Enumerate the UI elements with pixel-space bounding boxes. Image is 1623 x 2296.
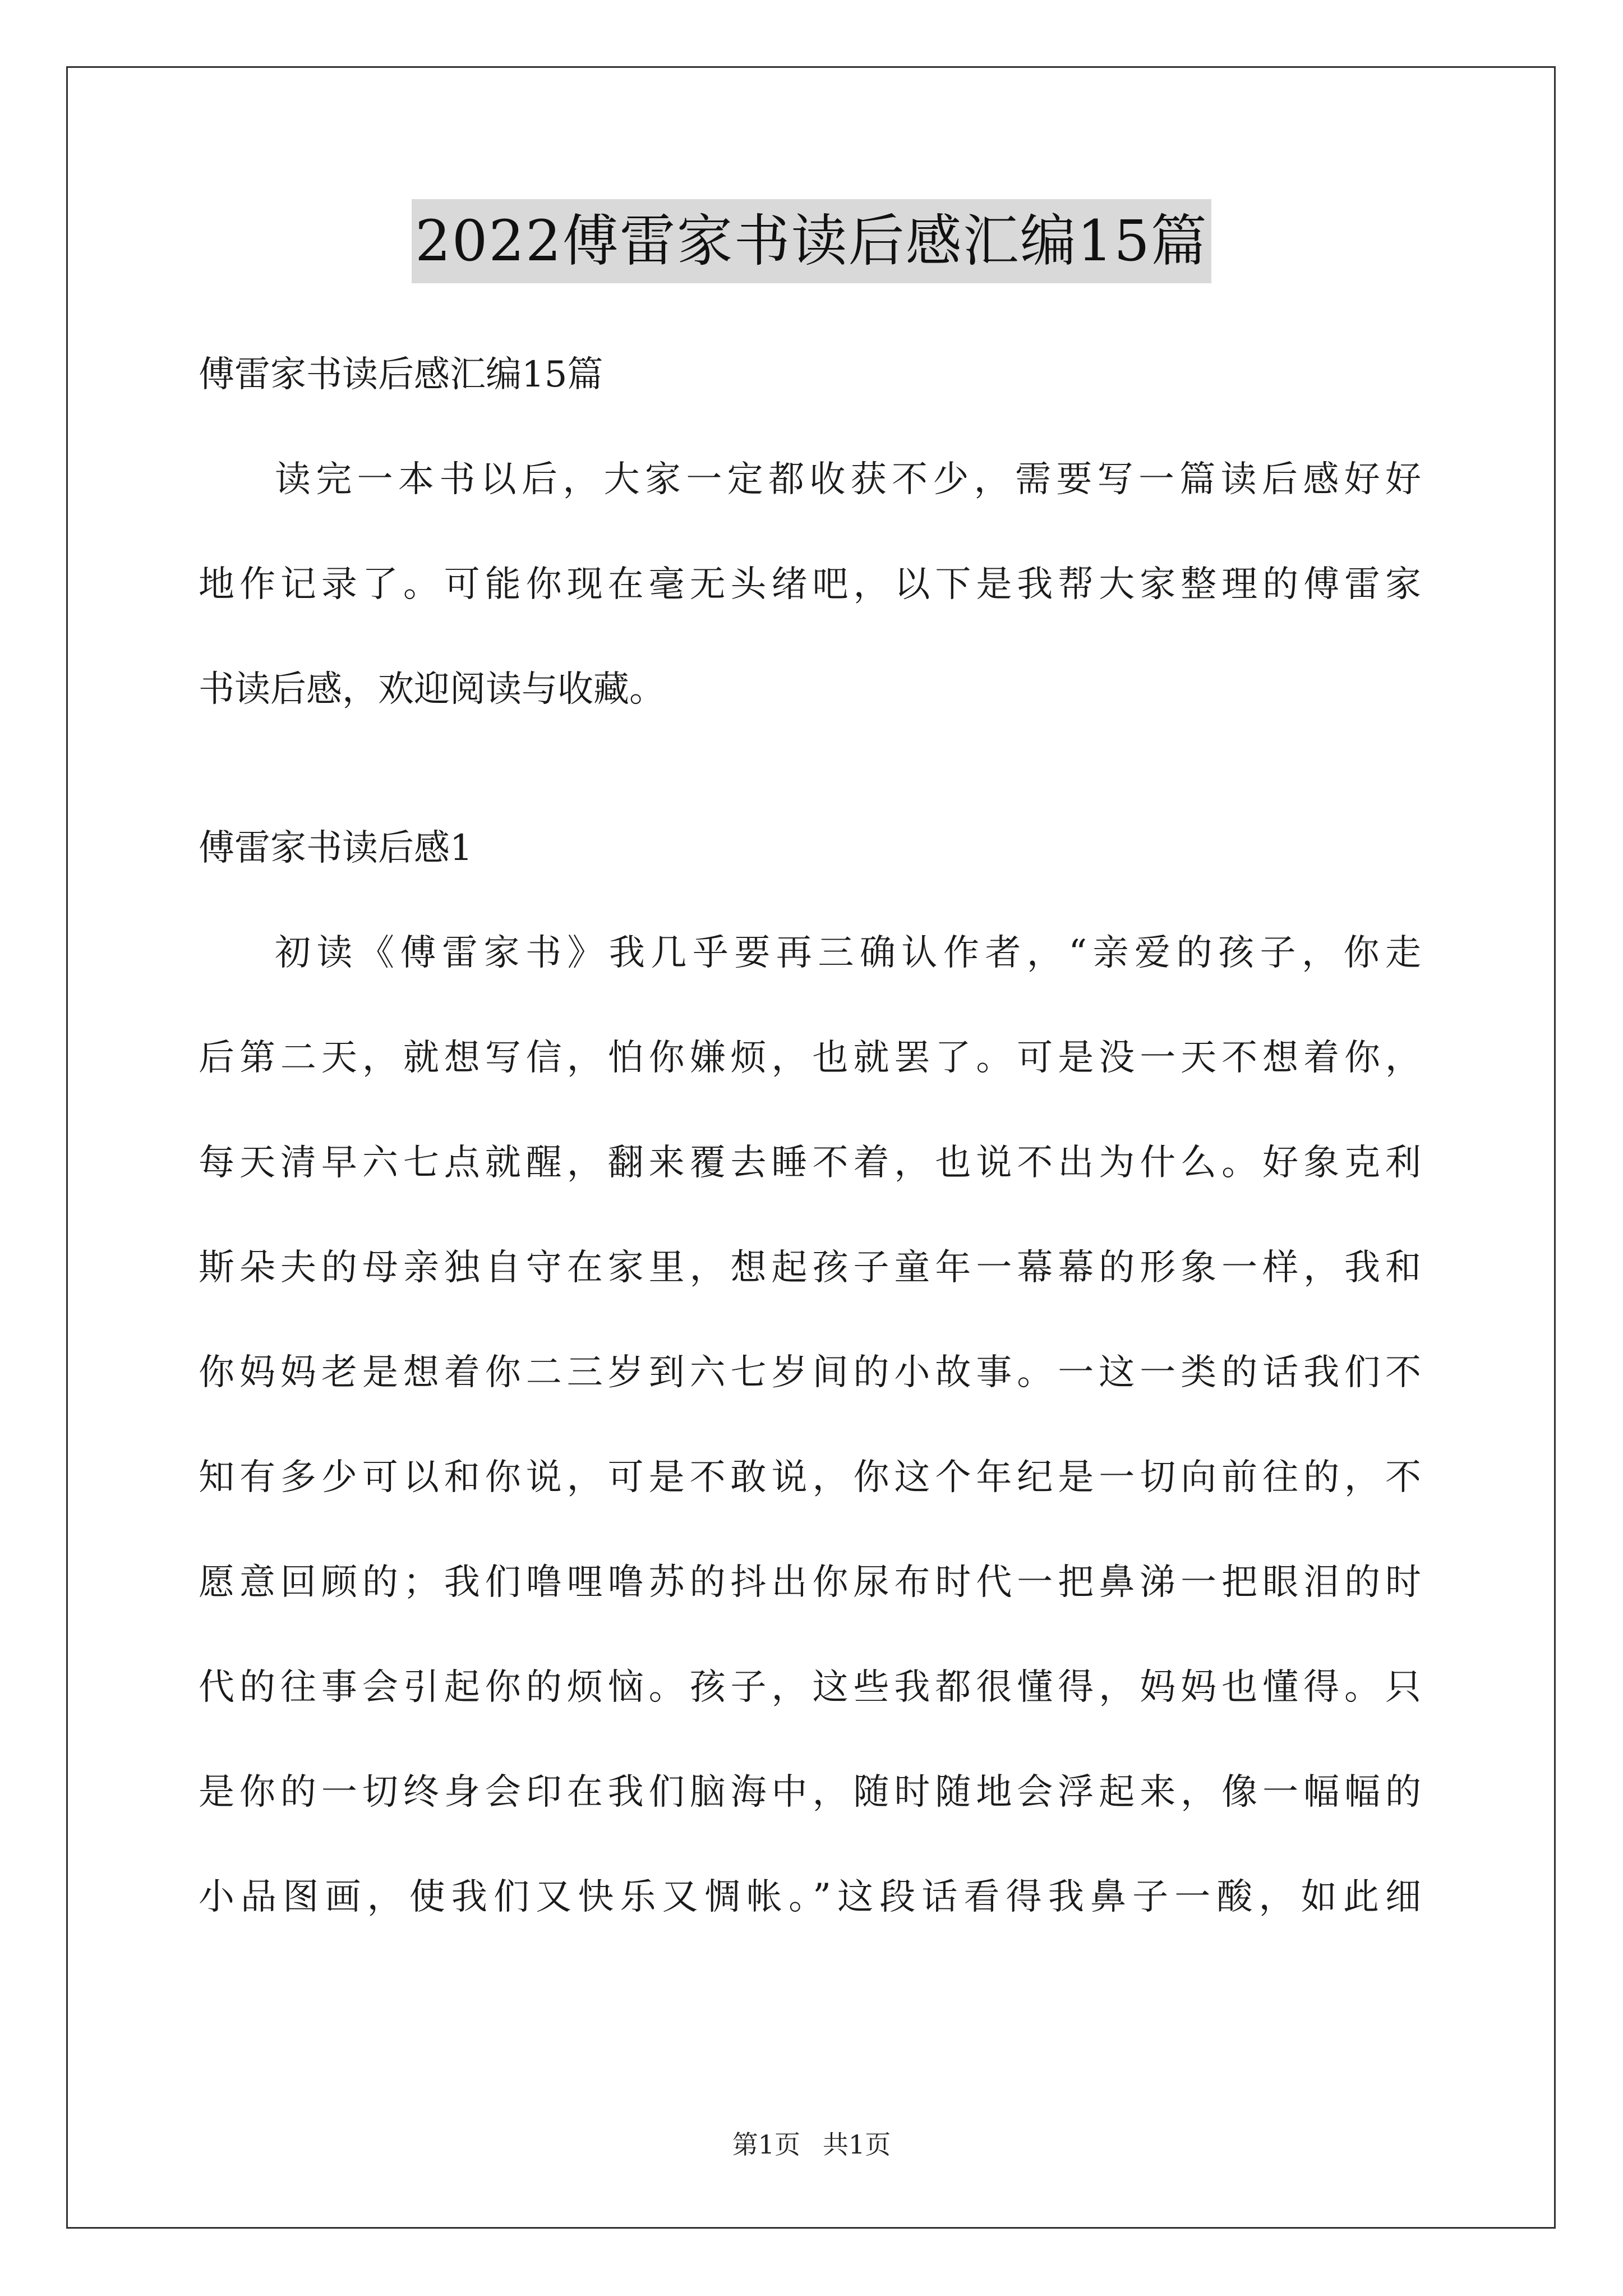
paragraph-line: 后第二天，就想写信，怕你嫌烦，也就罢了。可是没一天不想着你， xyxy=(199,1037,1421,1079)
section-heading: 傅雷家书读后感1 xyxy=(199,827,473,869)
paragraph-line: 每天清早六七点就醒，翻来覆去睡不着，也说不出为什么。好象克利 xyxy=(199,1142,1421,1184)
paragraph-line: 小品图画，使我们又快乐又惆帐。”这段话看得我鼻子一酸，如此细 xyxy=(199,1876,1421,1918)
document-subtitle: 傅雷家书读后感汇编15篇 xyxy=(199,354,603,395)
paragraph-line: 代的往事会引起你的烦恼。孩子，这些我都很懂得，妈妈也懂得。只 xyxy=(199,1667,1421,1708)
paragraph-line: 地作记录了。可能你现在毫无头绪吧，以下是我帮大家整理的傅雷家 xyxy=(199,564,1421,605)
paragraph-gap xyxy=(199,767,1421,821)
intro-paragraph xyxy=(199,453,1421,716)
document-body xyxy=(199,348,1421,1975)
page-total: 共1页 xyxy=(823,2129,891,2160)
paragraph-line: 愿意回顾的；我们噜哩噜苏的抖出你尿布时代一把鼻涕一把眼泪的时 xyxy=(199,1562,1421,1603)
title-container xyxy=(0,199,1623,283)
paragraph-line: 你妈妈老是想着你二三岁到六七岁间的小故事。一这一类的话我们不 xyxy=(199,1352,1421,1393)
document-title: 2022傅雷家书读后感汇编15篇 xyxy=(412,199,1211,283)
page-footer xyxy=(0,2128,1623,2161)
paragraph-line: 知有多少可以和你说，可是不敢说，你这个年纪是一切向前往的，不 xyxy=(199,1457,1421,1498)
paragraph-line: 读完一本书以后，大家一定都收获不少，需要写一篇读后感好好 xyxy=(275,459,1421,500)
paragraph-line: 书读后感，欢迎阅读与收藏。 xyxy=(199,669,665,710)
paragraph-line: 初读《傅雷家书》我几乎要再三确认作者，“亲爱的孩子，你走 xyxy=(275,932,1421,974)
paragraph-line: 是你的一切终身会印在我们脑海中，随时随地会浮起来，像一幅幅的 xyxy=(199,1772,1421,1813)
page-number: 第1页 xyxy=(732,2129,800,2160)
paragraph-line: 斯朵夫的母亲独自守在家里，想起孩子童年一幕幕的形象一样，我和 xyxy=(199,1247,1421,1289)
section-paragraph xyxy=(199,926,1421,1924)
